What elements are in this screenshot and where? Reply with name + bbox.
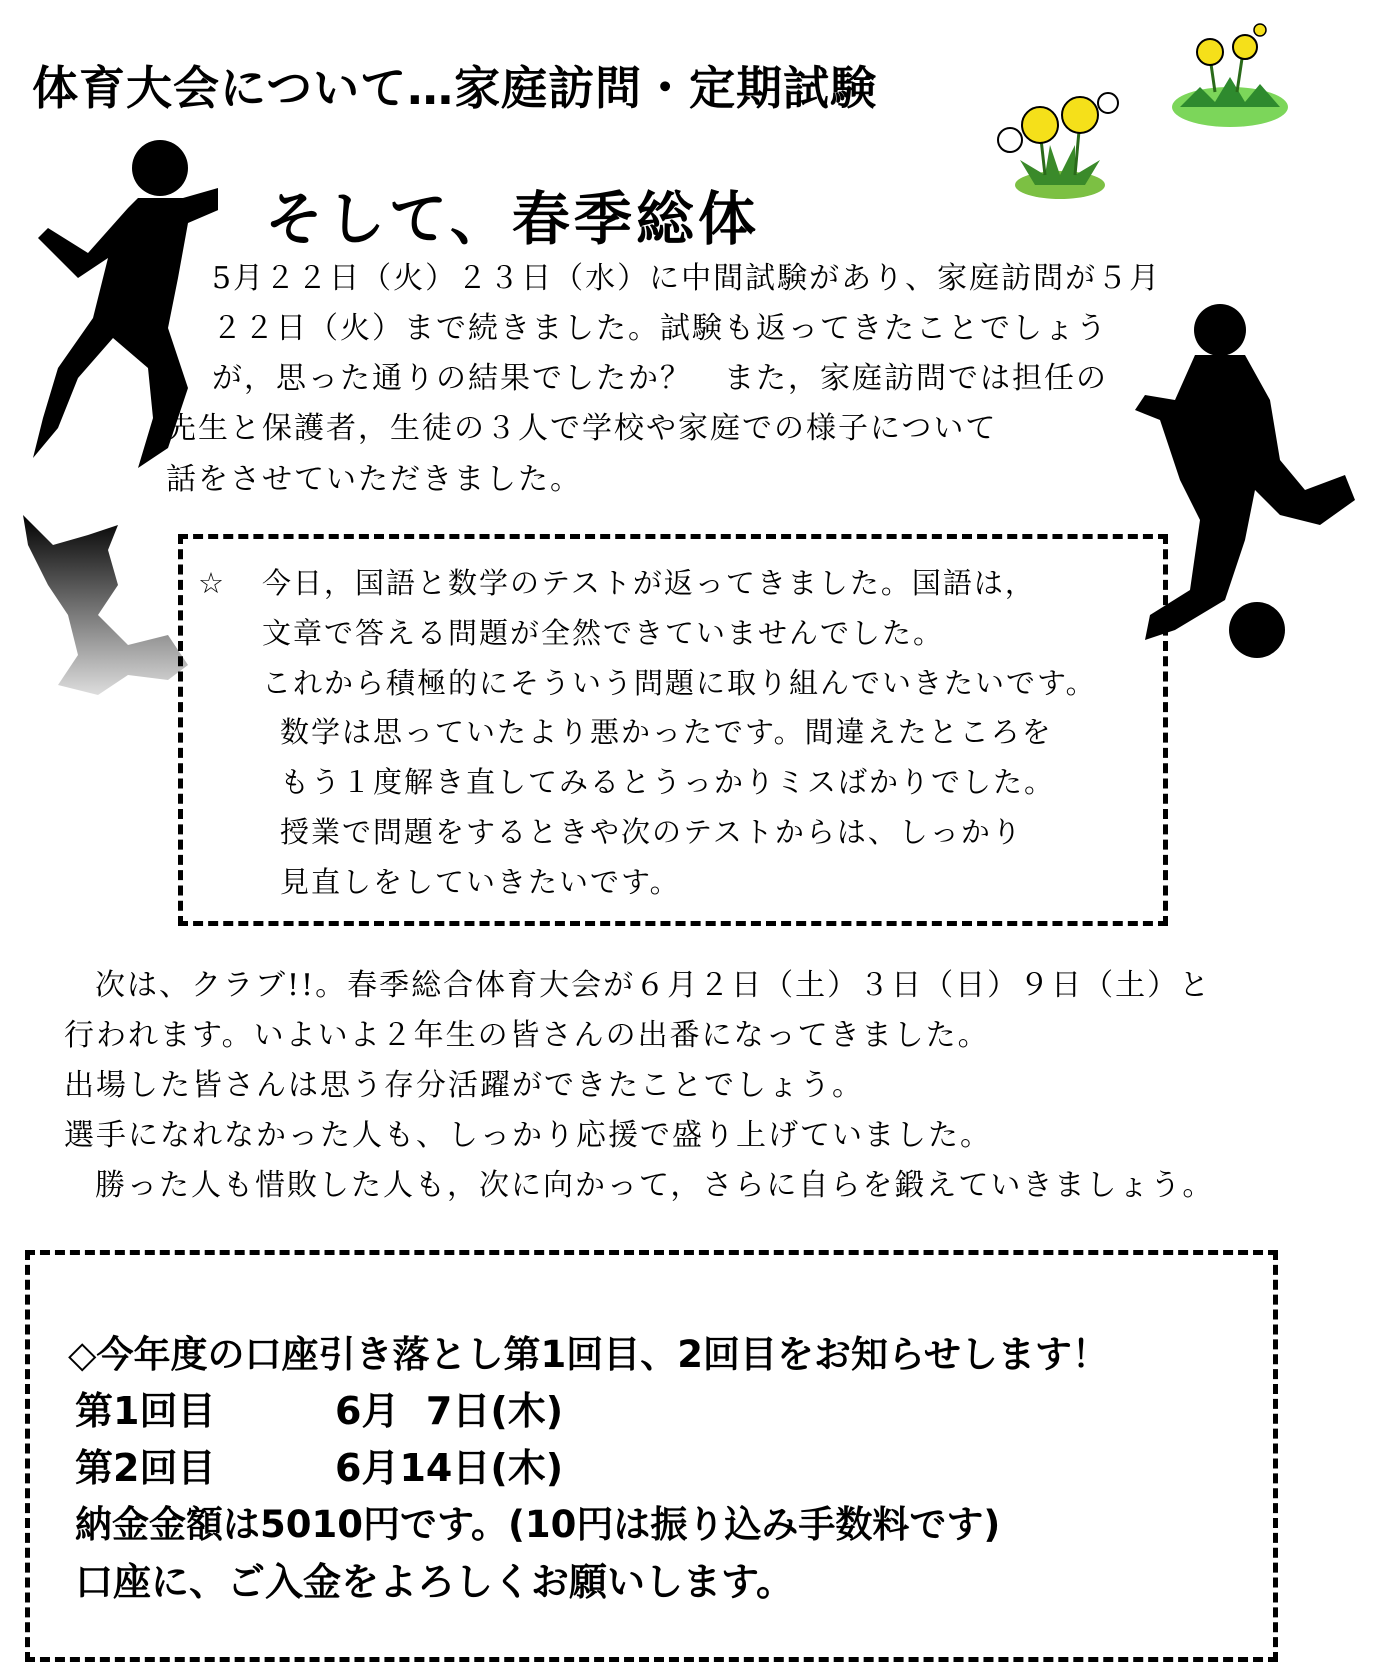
round1-label: 第1回目 <box>75 1389 216 1433</box>
dandelion-flower-icon <box>990 85 1130 205</box>
club-line: 出場した皆さんは思う存分活躍ができたことでしょう。 <box>64 1068 864 1103</box>
club-line: 選手になれなかった人も、しっかり応援で盛り上げていました。 <box>64 1118 992 1153</box>
round1-date: 6月 7日(木) <box>335 1389 564 1433</box>
page-subtitle: そして、春季総体 <box>265 185 760 253</box>
dandelion-leaves-icon <box>1165 22 1295 132</box>
club-line: 次は、クラブ!!。春季総合体育大会が６月２日（土）３日（日）９日（土）と <box>95 968 1212 1003</box>
star-icon: ☆ <box>198 566 226 600</box>
intro-line: が，思った通りの結果でしたか？ また，家庭訪問では担任の <box>212 361 1108 396</box>
club-line: 勝った人も惜敗した人も，次に向かって，さらに自らを鍛えていきましょう。 <box>95 1168 1215 1203</box>
comment-line: 授業で問題をするときや次のテストからは、しっかり <box>280 815 1023 849</box>
intro-line: ２２日（火）まで続きました。試験も返ってきたことでしょう <box>212 311 1108 346</box>
round2-date: 6月14日(木) <box>335 1446 564 1490</box>
intro-line: 5月２２日（火）２３日（水）に中間試験があり、家庭訪問が５月 <box>212 261 1162 296</box>
notice-heading: ◇今年度の口座引き落とし第1回目、2回目をお知らせします！ <box>68 1333 1109 1376</box>
comment-line: もう１度解き直してみるとうっかりミスばかりでした。 <box>280 765 1056 799</box>
comment-line: 数学は思っていたより悪かったです。間違えたところを <box>280 715 1053 749</box>
intro-line: 先生と保護者，生徒の３人で学校や家庭での様子について <box>166 411 998 446</box>
comment-line: 今日，国語と数学のテストが返ってきました。国語は， <box>262 566 1036 600</box>
page-title: 体育大会について…家庭訪問・定期試験 <box>32 61 878 115</box>
round2-label: 第2回目 <box>75 1446 216 1490</box>
comment-line: 見直しをしていきたいです。 <box>280 865 681 899</box>
comment-line: 文章で答える問題が全然できていませんでした。 <box>262 616 945 650</box>
payment-request: 口座に、ご入金をよろしくお願いします。 <box>75 1560 794 1604</box>
intro-line: 話をさせていただきました。 <box>166 462 582 497</box>
club-line: 行われます。いよいよ２年生の皆さんの出番になってきました。 <box>64 1018 990 1053</box>
payment-amount: 納金金額は5010円です。(10円は振り込み手数料です) <box>75 1503 1001 1546</box>
comment-line: これから積極的にそういう問題に取り組んでいきたいです。 <box>262 666 1097 700</box>
